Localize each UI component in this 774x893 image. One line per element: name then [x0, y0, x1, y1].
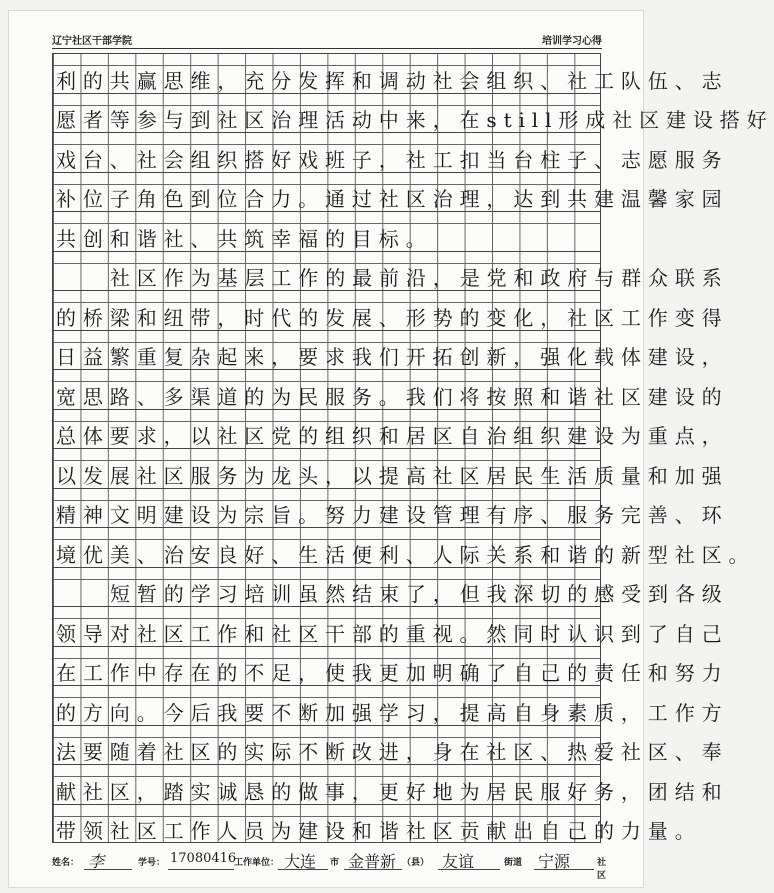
grid-row — [52, 527, 756, 567]
community-value: 宁源 — [538, 852, 571, 871]
grid-row — [52, 488, 729, 528]
handwritten-line: 的方向。今后我要不断加强学习，提高自身素质，工作方 — [56, 700, 729, 725]
handwritten-line: 日益繁重复杂起来，要求我们开拓创新，强化载体建设， — [56, 345, 729, 370]
handwritten-line: 总体要求，以社区党的组织和居区自治组织建设为重点， — [56, 424, 729, 449]
handwritten-line: 以发展社区服务为龙头，以提高社区居民生活质量和加强 — [56, 463, 729, 488]
community-underline — [534, 869, 594, 870]
street-suffix: 街道 — [504, 858, 523, 868]
handwritten-line: 境优美、治安良好、生活便利、人际关系和谐的新型社区。 — [56, 542, 756, 567]
grid-row — [52, 409, 729, 449]
college-header: 辽宁社区干部学院 — [52, 36, 132, 47]
handwritten-line: 共创和谐社、共筑幸福的目标。 — [56, 226, 433, 251]
handwritten-line: 利的共赢思维，充分发挥和调动社会组织、社工队伍、志 — [56, 68, 729, 93]
grid-row — [52, 132, 729, 172]
writing-grid — [52, 53, 774, 843]
grid-row — [52, 685, 729, 725]
grid-row — [52, 567, 729, 607]
grid-row — [52, 606, 729, 646]
district-value: 金普新 — [348, 852, 397, 871]
handwritten-line: 精神文明建设为宗旨。努力建设管理有序、服务完善、环 — [56, 503, 729, 528]
header-divider — [52, 48, 602, 49]
city-underline — [278, 869, 328, 870]
grid-row — [52, 646, 729, 686]
signature: 李 — [88, 852, 105, 871]
handwritten-line: 短暂的学习培训虽然结束了，但我深切的感受到各级 — [110, 582, 729, 607]
name-underline — [84, 869, 132, 870]
city-value: 大连 — [284, 852, 317, 871]
grid-row — [52, 725, 729, 765]
county-suffix: （县） — [402, 858, 430, 868]
work-unit-label: 工作单位： — [234, 858, 280, 868]
handwritten-line: 献社区，踏实诚恳的做事，更好地为居民服好务，团结和 — [56, 779, 729, 804]
student-id-label: 学号： — [138, 858, 166, 868]
handwritten-line: 的桥梁和纽带，时代的发展、形势的变化，社区工作变得 — [56, 305, 729, 330]
street-underline — [438, 869, 500, 870]
grid-row — [52, 93, 774, 133]
handwritten-line: 社区作为基层工作的最前沿，是党和政府与群众联系 — [110, 266, 729, 291]
student-id-underline — [168, 869, 234, 870]
handwritten-line: 戏台、社会组织搭好戏班子，社工扣当台柱子、志愿服务 — [56, 147, 729, 172]
handwritten-line: 补位子角色到位合力。通过社区治理，达到共建温馨家园 — [56, 187, 729, 212]
city-suffix: 市 — [330, 858, 340, 868]
grid-row — [52, 53, 729, 93]
handwritten-line: 在工作中存在的不足，使我更加明确了自己的责任和努力 — [56, 661, 729, 686]
grid-row — [52, 290, 729, 330]
grid-row — [52, 251, 729, 291]
name-label: 姓名： — [52, 858, 80, 868]
handwritten-line: 法要随着社区的实际不断改进，身在社区、热爱社区、奉 — [56, 740, 729, 765]
student-id-value: 17080416 — [170, 851, 237, 866]
grid-row — [52, 369, 729, 409]
grid-row — [52, 764, 729, 804]
document-type-header: 培训学习心得 — [542, 36, 602, 47]
handwritten-line: 愿者等参与到社区治理活动中来，在still形成社区建设搭好 — [56, 108, 774, 133]
district-underline — [344, 869, 402, 870]
handwritten-line: 领导对社区工作和社区干部的重视。然同时认识到了自己 — [56, 621, 729, 646]
handwritten-line: 宽思路、多渠道的为民服务。我们将按照和谐社区建设的 — [56, 384, 729, 409]
community-suffix: 社区 — [597, 858, 607, 881]
street-value: 友谊 — [442, 852, 475, 871]
grid-row — [52, 330, 729, 370]
grid-row — [52, 172, 729, 212]
footer-info — [52, 851, 612, 881]
handwritten-line: 带领社区工作人员为建设和谐社区贡献出自己的力量。 — [56, 818, 702, 843]
grid-row — [52, 211, 601, 251]
grid-row — [52, 448, 729, 488]
grid-row — [52, 804, 702, 844]
